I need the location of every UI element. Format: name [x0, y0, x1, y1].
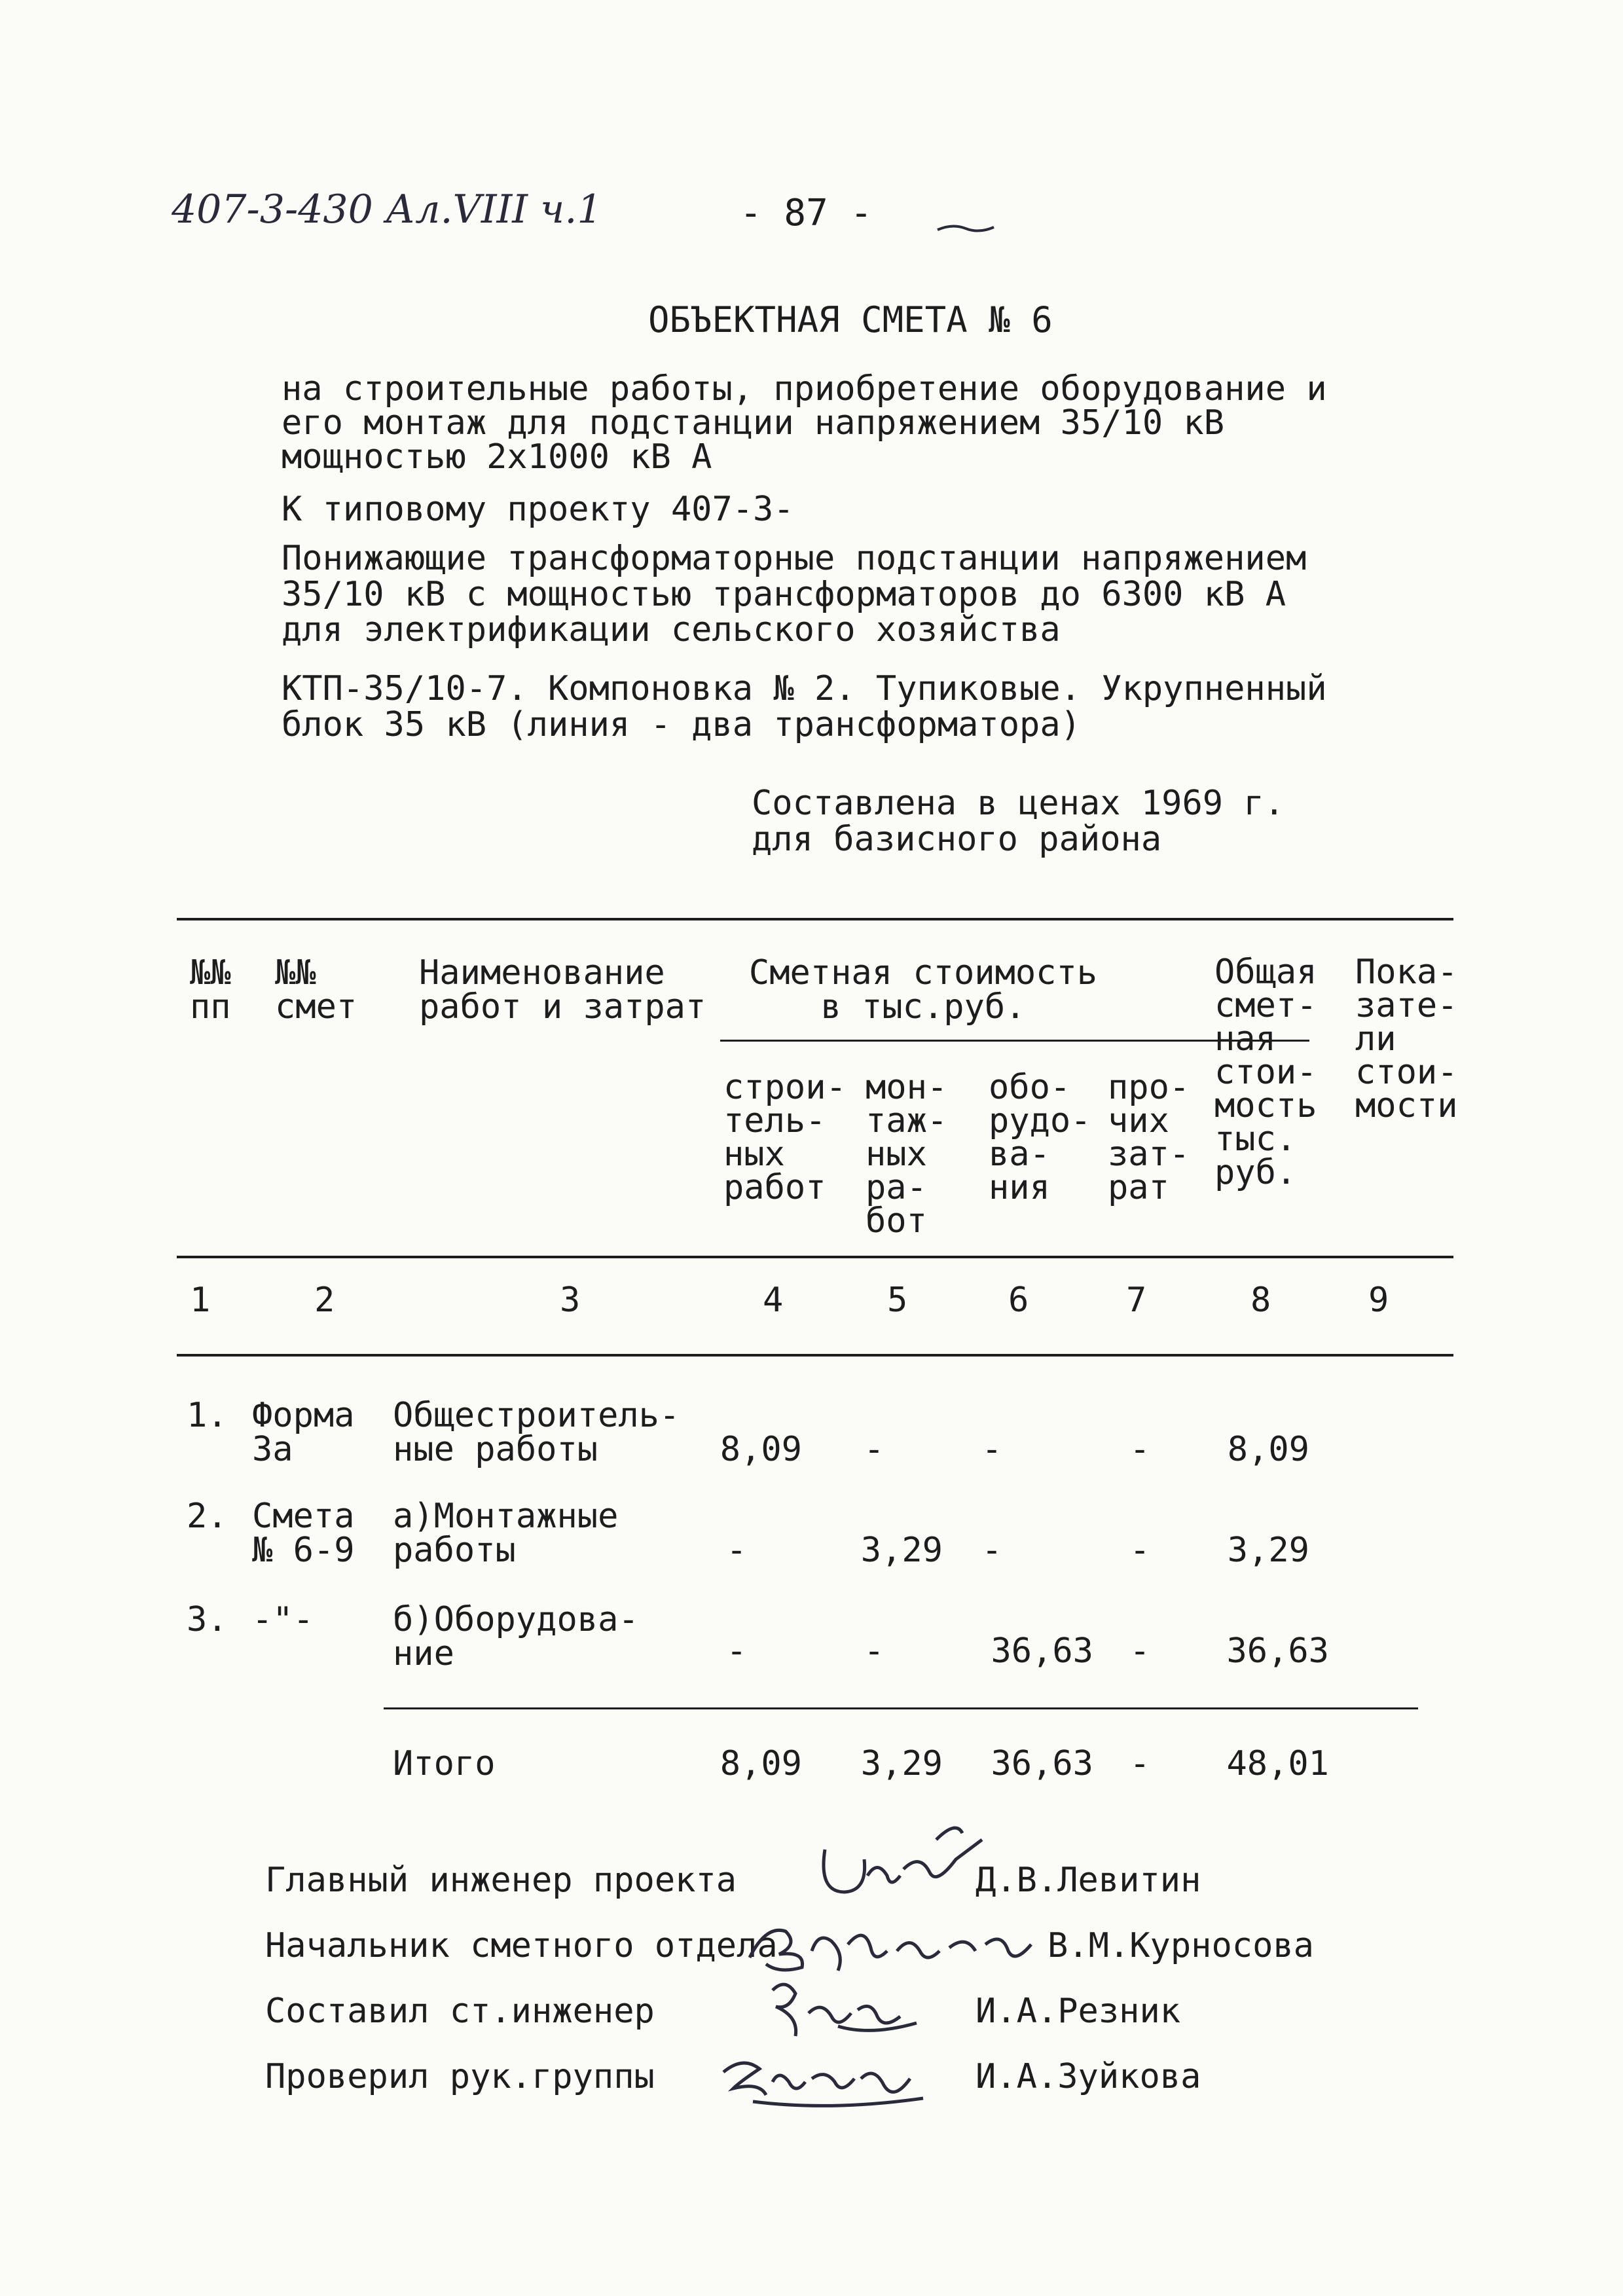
total-overall-cost: 48,01 — [1226, 1744, 1329, 1783]
estimate-purpose: на строительные работы, приобретение оборудование и его монтаж для подстанции напряжением 35/10 кВ мощностью 2х1000 кВ А — [282, 369, 1327, 477]
row-equipment-cost: - — [981, 1531, 1002, 1570]
prices-note: Составлена в ценах 1969 г. для базисного района — [752, 784, 1285, 859]
signature-name: В.М.Курносова — [1048, 1926, 1314, 1965]
total-installation-cost: 3,29 — [860, 1744, 943, 1783]
row-equipment-cost: 36,63 — [991, 1631, 1093, 1671]
row-work-name: Общестроитель- ные работы — [393, 1396, 680, 1469]
total-other-cost: - — [1129, 1744, 1150, 1783]
row-reference: Форма 3а — [252, 1396, 355, 1469]
handwritten-signature — [805, 1813, 995, 1918]
row-installation-cost: - — [864, 1430, 884, 1469]
handwritten-signature — [759, 1971, 930, 2049]
column-numbers-rule — [177, 1354, 1453, 1357]
row-reference: Смета № 6-9 — [252, 1497, 355, 1570]
column-number: 1 — [190, 1281, 211, 1320]
row-construction-cost: - — [726, 1631, 747, 1671]
header-estimate-number: №№ смет — [275, 953, 357, 1027]
total-rule — [384, 1707, 1418, 1709]
row-other-cost: - — [1129, 1631, 1150, 1671]
header-work-name: Наименование работ и затрат — [419, 953, 706, 1027]
handwritten-code: 407-3-430 Ал.VIII ч.1 — [172, 187, 602, 232]
header-other: про- чих зат- рат — [1108, 1068, 1190, 1207]
column-number: 3 — [560, 1281, 581, 1320]
handwritten-signature — [714, 2043, 936, 2121]
total-construction-cost: 8,09 — [720, 1744, 802, 1783]
signature-role: Начальник сметного отдела — [265, 1926, 778, 1965]
column-number: 7 — [1126, 1281, 1147, 1320]
row-equipment-cost: - — [981, 1430, 1002, 1469]
signature-role: Проверил рук.группы — [265, 2057, 655, 2096]
project-variant: КТП-35/10-7. Компоновка № 2. Тупиковые. Укрупненный блок 35 кВ (линия - два трансформатора) — [282, 669, 1327, 744]
project-description: Понижающие трансформаторные подстанции напряжением 35/10 кВ с мощностью трансформаторов до 6300 кВ А для электрификации сельского хозяйства — [282, 539, 1307, 650]
column-number: 6 — [1008, 1281, 1029, 1320]
header-total-cost: Общая смет- ная стои- мость тыс. руб. — [1214, 953, 1317, 1192]
signature-name: И.А.Зуйкова — [976, 2057, 1201, 2096]
total-label: Итого — [393, 1744, 496, 1783]
row-number: 3. — [187, 1600, 228, 1639]
signature-name: Д.В.Левитин — [976, 1861, 1201, 1900]
header-bottom-rule — [177, 1256, 1453, 1258]
header-row-number: №№ пп — [190, 953, 231, 1027]
row-installation-cost: - — [864, 1631, 884, 1671]
row-construction-cost: - — [726, 1531, 747, 1570]
header-installation: мон- таж- ных ра- бот — [866, 1068, 948, 1241]
row-construction-cost: 8,09 — [720, 1430, 802, 1469]
header-cost-group: Сметная стоимость в тыс.руб. — [748, 953, 1098, 1027]
row-other-cost: - — [1129, 1531, 1150, 1570]
row-reference: -"- — [252, 1600, 314, 1639]
column-number: 8 — [1250, 1281, 1271, 1320]
row-work-name: б)Оборудова- ние — [393, 1600, 639, 1673]
table-top-rule — [177, 918, 1453, 920]
page-number: - 87 - — [740, 192, 873, 234]
row-number: 2. — [187, 1497, 228, 1536]
row-work-name: а)Монтажные работы — [393, 1497, 619, 1570]
column-number: 9 — [1368, 1281, 1389, 1320]
row-total-cost: 8,09 — [1227, 1430, 1309, 1469]
row-other-cost: - — [1129, 1430, 1150, 1469]
column-number: 4 — [763, 1281, 784, 1320]
signature-role: Составил ст.инженер — [265, 1992, 655, 2031]
column-number: 5 — [887, 1281, 908, 1320]
signature-role: Главный инженер проекта — [265, 1861, 737, 1900]
project-reference: К типовому проекту 407-3- — [282, 490, 794, 529]
document-title: ОБЪЕКТНАЯ СМЕТА № 6 — [648, 299, 1053, 340]
signature-name: И.А.Резник — [976, 1992, 1181, 2031]
header-construction: строи- тель- ных работ — [723, 1068, 847, 1207]
page-number-flourish — [936, 208, 995, 242]
row-number: 1. — [187, 1396, 228, 1435]
row-installation-cost: 3,29 — [860, 1531, 943, 1570]
row-total-cost: 3,29 — [1227, 1531, 1309, 1570]
total-equipment-cost: 36,63 — [991, 1744, 1093, 1783]
header-indicators: Пока- зате- ли стои- мости — [1355, 953, 1458, 1125]
header-equipment: обо- рудо- ва- ния — [989, 1068, 1091, 1207]
column-number: 2 — [314, 1281, 335, 1320]
row-total-cost: 36,63 — [1226, 1631, 1329, 1671]
